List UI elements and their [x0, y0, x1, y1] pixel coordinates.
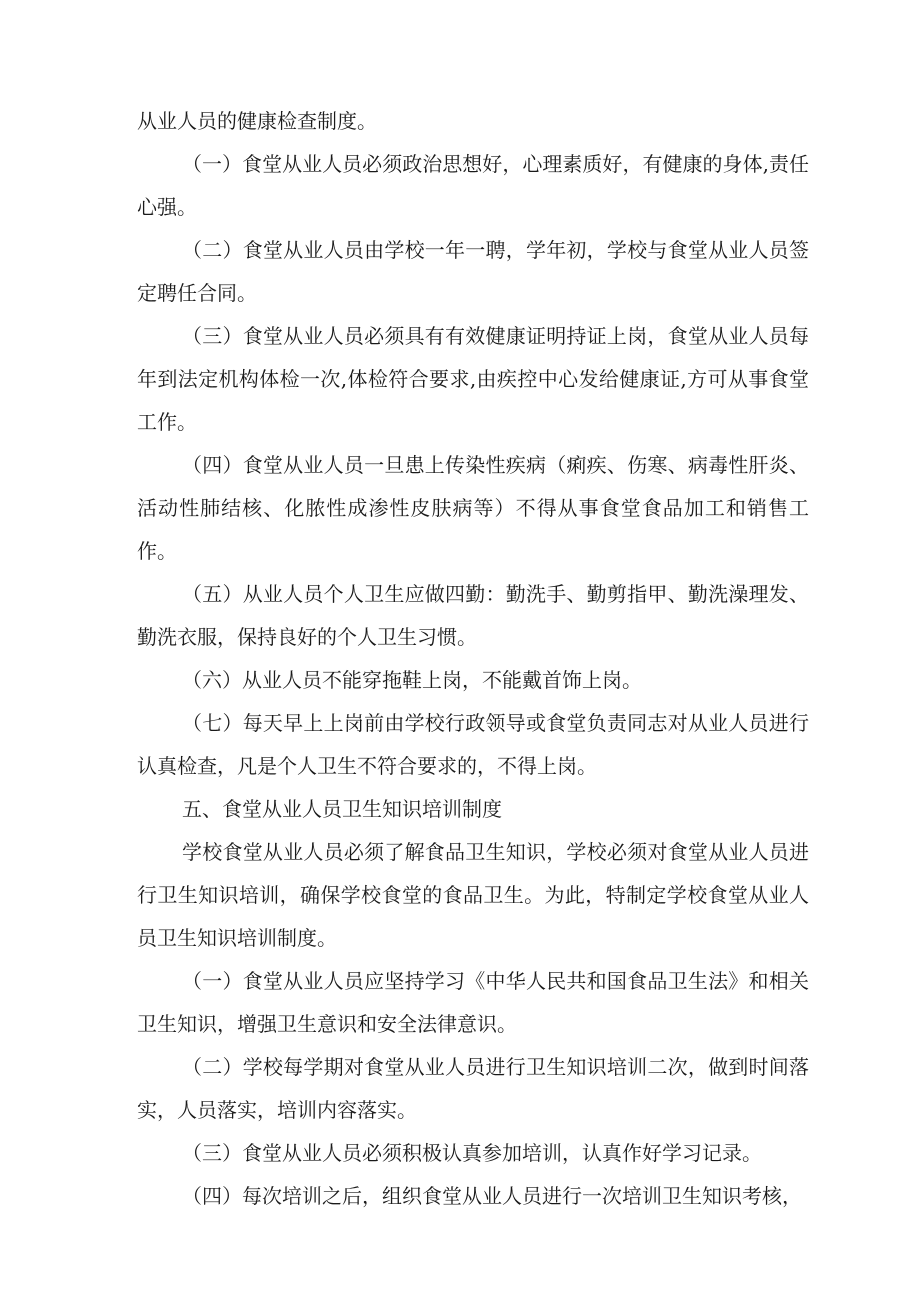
paragraph-training-4: （四）每次培训之后，组织食堂从业人员进行一次培训卫生知识考核， [182, 1184, 802, 1208]
paragraph-item-6: （六）从业人员不能穿拖鞋上岗，不能戴首饰上岗。 [182, 668, 642, 692]
paragraph-item-2: （二）食堂从业人员由学校一年一聘，学年初，学校与食堂从业人员签定聘任合同。 [137, 238, 809, 305]
paragraph-item-3: （三）食堂从业人员必须具有有效健康证明持证上岗，食堂从业人员每年到法定机构体检一次,体检符合要求,由疾控中心发给健康证,方可从事食堂工作。 [137, 324, 809, 434]
section-heading-training: 五、食堂从业人员卫生知识培训制度 [182, 797, 502, 821]
paragraph-item-1: （一）食堂从业人员必须政治思想好，心理素质好，有健康的身体,责任心强。 [137, 152, 809, 219]
paragraph-item-5: （五）从业人员个人卫生应做四勤：勤洗手、勤剪指甲、勤洗澡理发、勤洗衣服，保持良好的个人卫生习惯。 [137, 582, 809, 649]
paragraph-intro: 从业人员的健康检查制度。 [137, 109, 377, 133]
paragraph-training-2: （二）学校每学期对食堂从业人员进行卫生知识培训二次，做到时间落实，人员落实，培训内容落实。 [137, 1055, 809, 1122]
document-body [137, 100, 809, 1218]
paragraph-training-1: （一）食堂从业人员应坚持学习《中华人民共和国食品卫生法》和相关卫生知识，增强卫生意识和安全法律意识。 [137, 969, 809, 1036]
paragraph-item-4: （四）食堂从业人员一旦患上传染性疾病（痢疾、伤寒、病毒性肝炎、活动性肺结核、化脓性成渗性皮肤病等）不得从事食堂食品加工和销售工作。 [137, 453, 809, 563]
paragraph-training-intro: 学校食堂从业人员必须了解食品卫生知识，学校必须对食堂从业人员进行卫生知识培训，确保学校食堂的食品卫生。为此，特制定学校食堂从业人员卫生知识培训制度。 [137, 840, 809, 950]
paragraph-training-3: （三）食堂从业人员必须积极认真参加培训，认真作好学习记录。 [182, 1141, 762, 1165]
paragraph-item-7: （七）每天早上上岗前由学校行政领导或食堂负责同志对从业人员进行认真检查，凡是个人卫生不符合要求的，不得上岗。 [137, 711, 809, 778]
